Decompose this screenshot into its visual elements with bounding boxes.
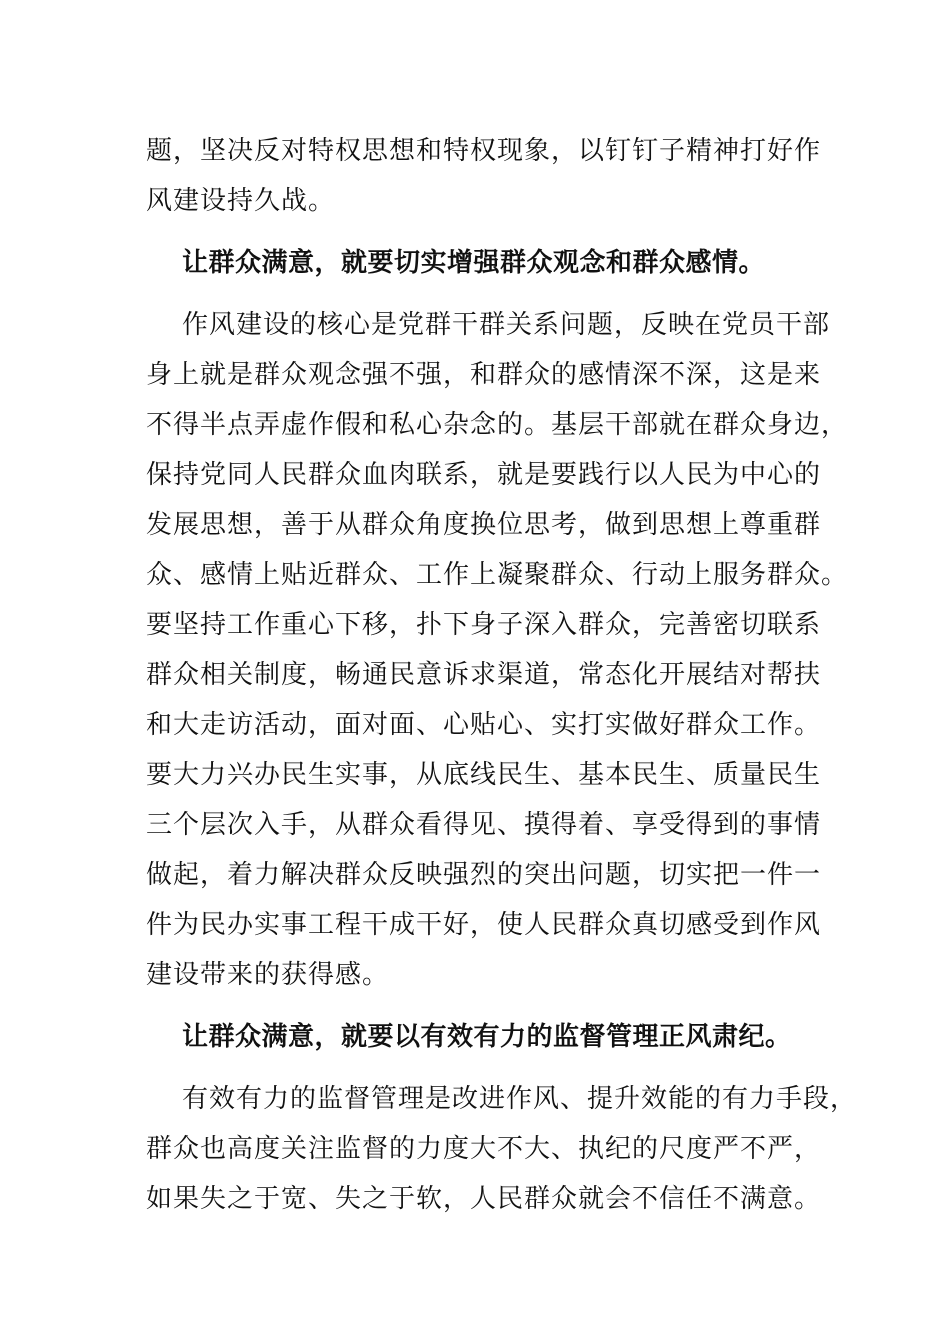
text-line: 要坚持工作重心下移，扑下身子深入群众，完善密切联系 xyxy=(146,610,822,640)
text-line: 风建设持久战。 xyxy=(146,186,336,216)
text-line: 和大走访活动，面对面、心贴心、实打实做好群众工作。 xyxy=(146,710,822,740)
text-line: 三个层次入手，从群众看得见、摸得着、享受得到的事情 xyxy=(146,810,822,840)
text-line: 群众相关制度，畅通民意诉求渠道，常态化开展结对帮扶 xyxy=(146,660,822,690)
text-line: 不得半点弄虚作假和私心杂念的。基层干部就在群众身边， xyxy=(146,410,849,440)
text-line: 如果失之于宽、失之于软，人民群众就会不信任不满意。 xyxy=(146,1184,822,1214)
text-line: 做起，着力解决群众反映强烈的突出问题，切实把一件一 xyxy=(146,860,822,890)
section-heading: 让群众满意，就要切实增强群众观念和群众感情。 xyxy=(182,248,766,278)
text-line: 作风建设的核心是党群干群关系问题，反映在党员干部 xyxy=(182,310,831,340)
section-heading: 让群众满意，就要以有效有力的监督管理正风肃纪。 xyxy=(182,1022,792,1052)
text-line: 有效有力的监督管理是改进作风、提升效能的有力手段， xyxy=(182,1084,858,1114)
text-line: 件为民办实事工程干成干好，使人民群众真切感受到作风 xyxy=(146,910,822,940)
text-line: 群众也高度关注监督的力度大不大、执纪的尺度严不严， xyxy=(146,1134,822,1164)
text-line: 要大力兴办民生实事，从底线民生、基本民生、质量民生 xyxy=(146,760,822,790)
text-line: 发展思想，善于从群众角度换位思考，做到思想上尊重群 xyxy=(146,510,822,540)
text-line: 众、感情上贴近群众、工作上凝聚群众、行动上服务群众。 xyxy=(146,560,849,590)
text-line: 建设带来的获得感。 xyxy=(146,960,390,990)
text-line: 身上就是群众观念强不强，和群众的感情深不深，这是来 xyxy=(146,360,822,390)
text-line: 题，坚决反对特权思想和特权现象，以钉钉子精神打好作 xyxy=(146,136,822,166)
text-line: 保持党同人民群众血肉联系，就是要践行以人民为中心的 xyxy=(146,460,822,490)
